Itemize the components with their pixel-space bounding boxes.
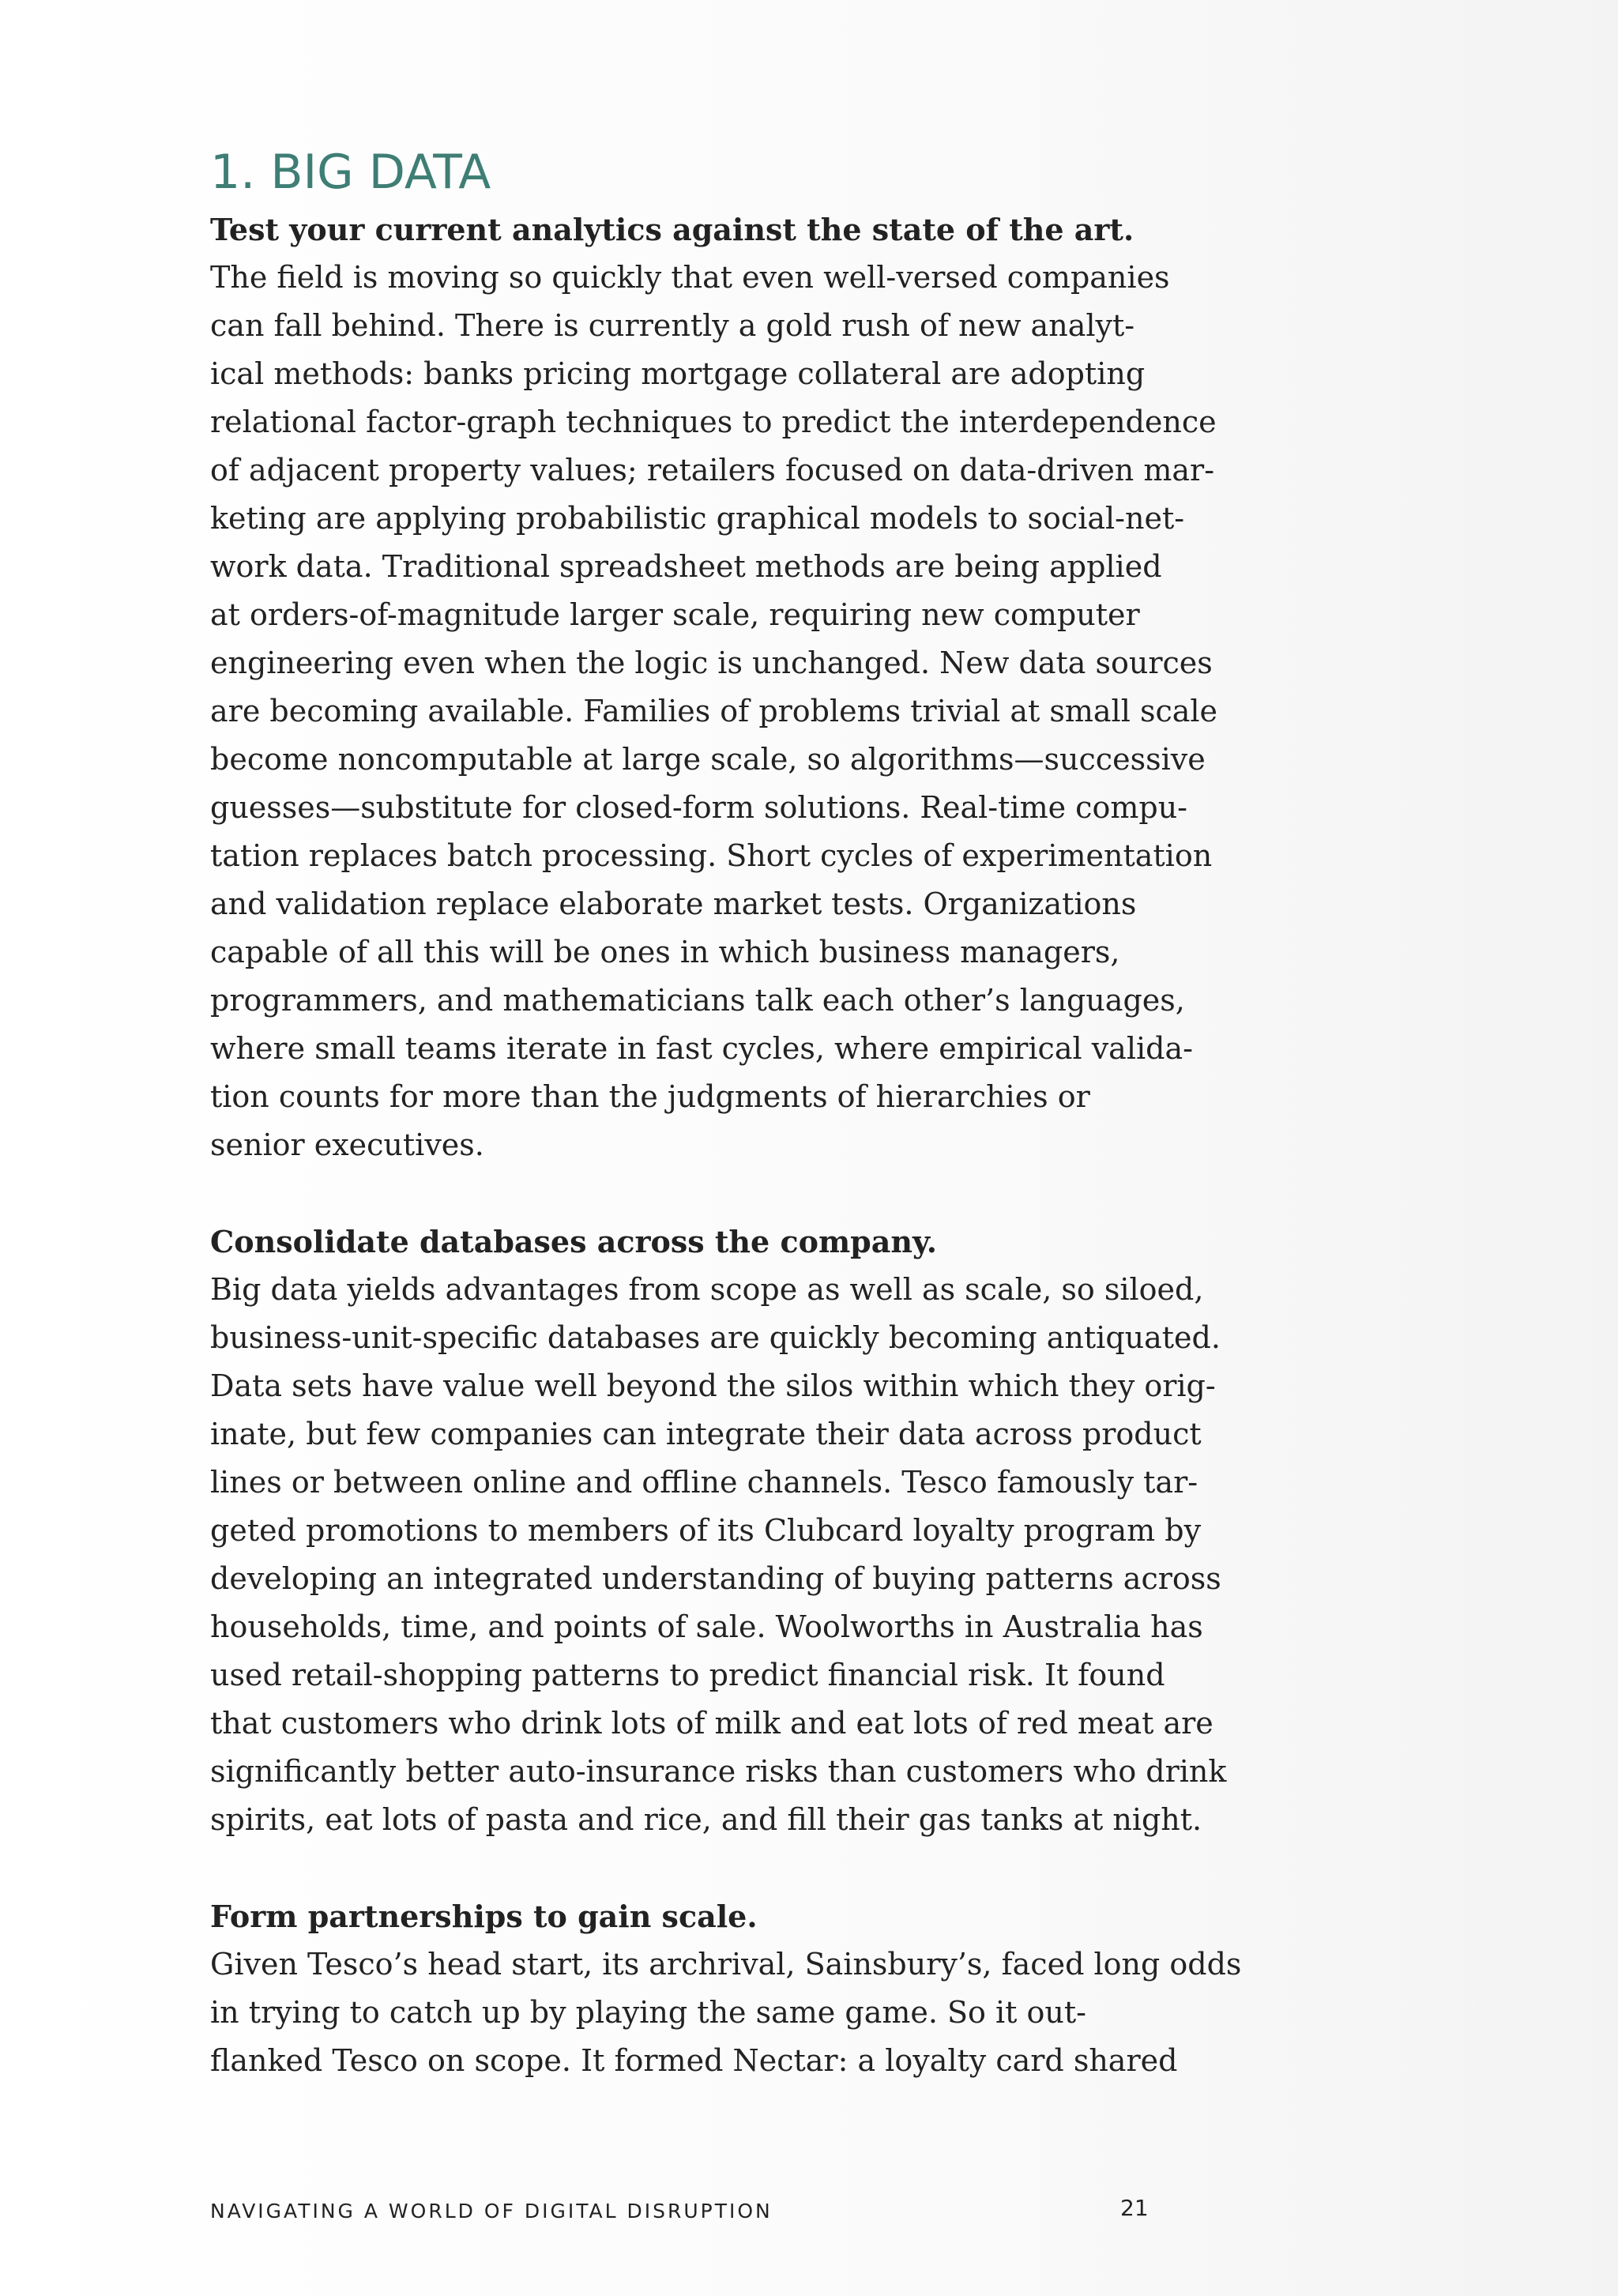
text-line: significantly better auto-insurance risks than customers who drink: [210, 1754, 1227, 1789]
text-line: The field is moving so quickly that even well-versed companies: [210, 260, 1170, 295]
text-line: used retail-shopping patterns to predict financial risk. It found: [210, 1658, 1165, 1692]
text-line: at orders-of-magnitude larger scale, requiring new computer: [210, 597, 1140, 632]
page-content: [210, 139, 1242, 2085]
text-line: lines or between online and offline channels. Tesco famously tar-: [210, 1465, 1198, 1500]
text-line: and validation replace elaborate market tests. Organizations: [210, 886, 1137, 921]
text-line: Given Tesco’s head start, its archrival, Sainsbury’s, faced long odds: [210, 1947, 1242, 1982]
block-paragraph: [210, 254, 1218, 1169]
section-title: 1. BIG DATA: [210, 145, 491, 200]
text-line: senior executives.: [210, 1127, 484, 1162]
text-line: geted promotions to members of its Clubcard loyalty program by: [210, 1513, 1202, 1548]
block-heading: Test your current analytics against the state of the art.: [210, 212, 1134, 247]
text-line: keting are applying probabilistic graphical models to social-net-: [210, 501, 1185, 536]
text-line: become noncomputable at large scale, so algorithms—successive: [210, 742, 1206, 777]
block-heading: Consolidate databases across the company.: [210, 1224, 937, 1259]
text-line: households, time, and points of sale. Woolworths in Australia has: [210, 1609, 1203, 1644]
text-line: developing an integrated understanding of buying patterns across: [210, 1561, 1221, 1596]
text-line: spirits, eat lots of pasta and rice, and fill their gas tanks at night.: [210, 1802, 1202, 1837]
text-line: that customers who drink lots of milk and eat lots of red meat are: [210, 1706, 1214, 1741]
text-line: where small teams iterate in fast cycles, where empirical valida-: [210, 1031, 1193, 1066]
page-number: 21: [1120, 2195, 1149, 2221]
text-line: tion counts for more than the judgments of hierarchies or: [210, 1079, 1090, 1114]
text-line: business-unit-specific databases are quickly becoming antiquated.: [210, 1320, 1221, 1355]
block-heading: Form partnerships to gain scale.: [210, 1899, 758, 1934]
text-line: can fall behind. There is currently a gold rush of new analyt-: [210, 308, 1135, 343]
text-line: in trying to catch up by playing the same game. So it out-: [210, 1995, 1086, 2030]
text-line: of adjacent property values; retailers focused on data-driven mar-: [210, 453, 1215, 487]
running-footer-title: NAVIGATING A WORLD OF DIGITAL DISRUPTION: [210, 2200, 773, 2223]
text-line: flanked Tesco on scope. It formed Nectar: a loyalty card shared: [210, 2043, 1178, 2078]
block-paragraph: [210, 1266, 1227, 1844]
block-spacer: [210, 1169, 1174, 1218]
text-line: inate, but few companies can integrate their data across product: [210, 1417, 1202, 1451]
text-line: capable of all this will be ones in which business managers,: [210, 935, 1120, 969]
text-line: relational factor-graph techniques to predict the interdependence: [210, 405, 1217, 439]
text-line: programmers, and mathematicians talk each other’s languages,: [210, 983, 1185, 1018]
block-analytics: [210, 205, 1218, 1169]
text-line: are becoming available. Families of problems trivial at small scale: [210, 694, 1218, 728]
text-line: ical methods: banks pricing mortgage collateral are adopting: [210, 356, 1146, 391]
block-paragraph: [210, 1940, 1242, 2085]
text-line: Data sets have value well beyond the silos within which they orig-: [210, 1368, 1216, 1403]
text-line: work data. Traditional spreadsheet methods are being applied: [210, 549, 1162, 584]
text-line: engineering even when the logic is unchanged. New data sources: [210, 646, 1213, 680]
block-partnerships: [210, 1892, 1242, 2085]
block-spacer: [210, 1844, 1174, 1892]
text-line: guesses—substitute for closed-form solutions. Real-time compu-: [210, 790, 1188, 825]
text-line: Big data yields advantages from scope as well as scale, so siloed,: [210, 1272, 1204, 1307]
block-databases: [210, 1218, 1227, 1844]
text-line: tation replaces batch processing. Short cycles of experimentation: [210, 838, 1213, 873]
